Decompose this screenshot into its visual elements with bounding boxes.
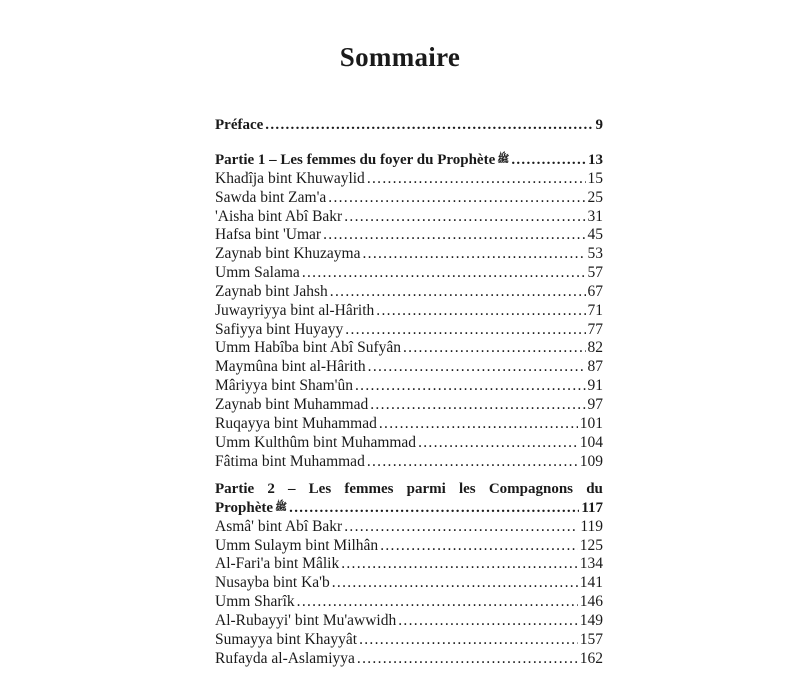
toc-entry bbox=[215, 283, 603, 302]
toc-entry bbox=[215, 358, 603, 377]
toc-entry-label: Hafsa bint 'Umar bbox=[215, 226, 322, 244]
toc-entry bbox=[215, 302, 603, 321]
toc-entry-page: 15 bbox=[587, 169, 603, 187]
leader-dots bbox=[368, 358, 586, 377]
leader-dots bbox=[289, 499, 579, 518]
leader-dots bbox=[323, 226, 585, 245]
leader-dots bbox=[376, 302, 585, 321]
toc-entry-page: 97 bbox=[587, 395, 603, 413]
toc-entry-page: 104 bbox=[579, 433, 603, 451]
leader-dots bbox=[359, 631, 578, 650]
toc-entry bbox=[215, 434, 603, 453]
part-2-heading-word: Compagnons bbox=[488, 481, 574, 497]
toc-entry-label: Juwayriyya bint al-Hârith bbox=[215, 301, 375, 319]
toc-entry bbox=[215, 593, 603, 612]
part-2-heading-word: 2 bbox=[267, 481, 275, 497]
toc-entry-label: Mâriyya bint Sham'ûn bbox=[215, 377, 353, 395]
toc-entry-label: 'Aisha bint Abî Bakr bbox=[215, 207, 343, 225]
leader-dots bbox=[379, 415, 578, 434]
toc-entry-page: 149 bbox=[579, 611, 603, 629]
part-2-heading-word: les bbox=[458, 481, 476, 497]
leader-dots bbox=[297, 593, 578, 612]
leader-dots bbox=[355, 377, 586, 396]
leader-dots bbox=[367, 170, 586, 189]
toc-entry-label: Rufayda al-Aslamiyya bbox=[215, 649, 355, 667]
toc-entry-label: Maymûna bint al-Hârith bbox=[215, 358, 366, 376]
leader-dots bbox=[344, 518, 578, 537]
toc-entry bbox=[215, 170, 603, 189]
toc-entry-page: 141 bbox=[579, 574, 603, 592]
toc-entry-page: 162 bbox=[579, 649, 603, 667]
toc-entry-preface bbox=[215, 116, 603, 135]
leader-dots bbox=[341, 555, 578, 574]
toc-entry-label: Umm Kulthûm bint Muhammad bbox=[215, 433, 417, 451]
toc-entry-page: 125 bbox=[579, 536, 603, 554]
toc-entry bbox=[215, 245, 603, 264]
toc-entry bbox=[215, 574, 603, 593]
toc-entry bbox=[215, 339, 603, 358]
toc-entry-label: Khadîja bint Khuwaylid bbox=[215, 169, 365, 187]
part-1-entries bbox=[215, 170, 603, 472]
toc-entry-page: 31 bbox=[587, 207, 603, 225]
toc-entry-label: Préface bbox=[215, 117, 264, 133]
leader-dots bbox=[265, 116, 593, 135]
toc-entry-page: 53 bbox=[587, 245, 603, 263]
part-2-heading-word: – bbox=[287, 481, 296, 497]
leader-dots bbox=[328, 189, 585, 208]
toc-entry bbox=[215, 264, 603, 283]
leader-dots bbox=[345, 321, 585, 340]
toc-part-2 bbox=[215, 480, 603, 668]
leader-dots bbox=[398, 612, 578, 631]
toc-entry-label: Asmâ' bint Abî Bakr bbox=[215, 517, 343, 535]
toc-entry bbox=[215, 415, 603, 434]
leader-dots bbox=[344, 208, 585, 227]
part-2-label-line-2: Prophète bbox=[215, 499, 274, 516]
toc-entry-page: 101 bbox=[579, 414, 603, 432]
toc-entry-label: Fâtima bint Muhammad bbox=[215, 452, 365, 470]
salawat-symbol: ﷺ bbox=[497, 154, 510, 165]
toc-entry-label: Zaynab bint Jahsh bbox=[215, 282, 328, 300]
toc-entry-page: 71 bbox=[587, 301, 603, 319]
part-1-label: Partie 1 – Les femmes du foyer du Prophète bbox=[215, 152, 496, 168]
toc-entry-page: 134 bbox=[579, 555, 603, 573]
leader-dots bbox=[302, 264, 586, 283]
part-2-heading-line-2 bbox=[215, 499, 603, 518]
toc-entry-label: Nusayba bint Ka'b bbox=[215, 574, 330, 592]
toc-entry bbox=[215, 396, 603, 415]
part-2-heading-word: femmes bbox=[344, 481, 394, 497]
toc-entry-label: Umm Salama bbox=[215, 264, 300, 282]
toc-entry bbox=[215, 208, 603, 227]
toc-entry-page: 87 bbox=[587, 358, 603, 376]
toc-preface bbox=[215, 116, 603, 135]
leader-dots bbox=[367, 453, 578, 472]
toc-entry-page: 146 bbox=[579, 593, 603, 611]
toc-entry bbox=[215, 377, 603, 396]
toc-entry bbox=[215, 555, 603, 574]
toc-entry-label: Sawda bint Zam'a bbox=[215, 188, 327, 206]
toc-entry-page: 45 bbox=[587, 226, 603, 244]
toc-part-1 bbox=[215, 151, 603, 471]
toc-entry-label: Safiyya bint Huyayy bbox=[215, 320, 344, 338]
toc-entry bbox=[215, 518, 603, 537]
leader-dots bbox=[511, 151, 586, 170]
leader-dots bbox=[330, 283, 586, 302]
toc-entry-label: Ruqayya bint Muhammad bbox=[215, 414, 377, 432]
toc-entry-page: 67 bbox=[587, 282, 603, 300]
toc-entry bbox=[215, 226, 603, 245]
toc-entry bbox=[215, 453, 603, 472]
part-2-heading-word: parmi bbox=[406, 481, 446, 497]
toc-entry bbox=[215, 321, 603, 340]
toc-entry-label: Umm Habîba bint Abî Sufyân bbox=[215, 339, 401, 357]
toc-entry-label: Zaynab bint Muhammad bbox=[215, 395, 369, 413]
toc-entry bbox=[215, 612, 603, 631]
part-1-page: 13 bbox=[588, 152, 603, 168]
leader-dots bbox=[332, 574, 578, 593]
toc-entry-page: 91 bbox=[587, 377, 603, 395]
part-1-heading bbox=[215, 151, 603, 170]
salawat-symbol: ﷺ bbox=[275, 501, 288, 513]
leader-dots bbox=[370, 396, 585, 415]
leader-dots bbox=[403, 339, 586, 358]
part-2-heading-word: Les bbox=[308, 481, 332, 497]
part-2-heading-line-1 bbox=[215, 480, 603, 499]
toc-entry-label: Al-Fari'a bint Mâlik bbox=[215, 555, 340, 573]
toc-entry-page: 77 bbox=[587, 320, 603, 338]
page-title: Sommaire bbox=[339, 42, 461, 72]
part-2-heading-word: Partie bbox=[215, 481, 255, 497]
toc-entry bbox=[215, 650, 603, 669]
leader-dots bbox=[362, 245, 585, 264]
toc-entry-label: Zaynab bint Khuzayma bbox=[215, 245, 361, 263]
toc-entry-label: Umm Sharîk bbox=[215, 593, 295, 611]
toc-entry-page: 82 bbox=[587, 339, 603, 357]
leader-dots bbox=[357, 650, 578, 669]
toc-entry-page: 57 bbox=[587, 264, 603, 282]
part-2-entries bbox=[215, 518, 603, 669]
toc-entry-page: 9 bbox=[595, 117, 603, 133]
toc-entry-page: 25 bbox=[587, 188, 603, 206]
part-2-heading-word: du bbox=[586, 481, 603, 497]
leader-dots bbox=[380, 537, 578, 556]
leader-dots bbox=[418, 434, 578, 453]
toc-entry bbox=[215, 537, 603, 556]
toc-entry-label: Sumayya bint Khayyât bbox=[215, 630, 358, 648]
toc-entry bbox=[215, 631, 603, 650]
toc-entry-label: Umm Sulaym bint Milhân bbox=[215, 536, 379, 554]
toc-entry-label: Al-Rubayyi' bint Mu'awwidh bbox=[215, 611, 397, 629]
toc-entry-page: 119 bbox=[580, 517, 603, 535]
toc-entry-page: 157 bbox=[579, 630, 603, 648]
part-2-page: 117 bbox=[581, 499, 603, 516]
toc-entry bbox=[215, 189, 603, 208]
toc-entry-page: 109 bbox=[579, 452, 603, 470]
